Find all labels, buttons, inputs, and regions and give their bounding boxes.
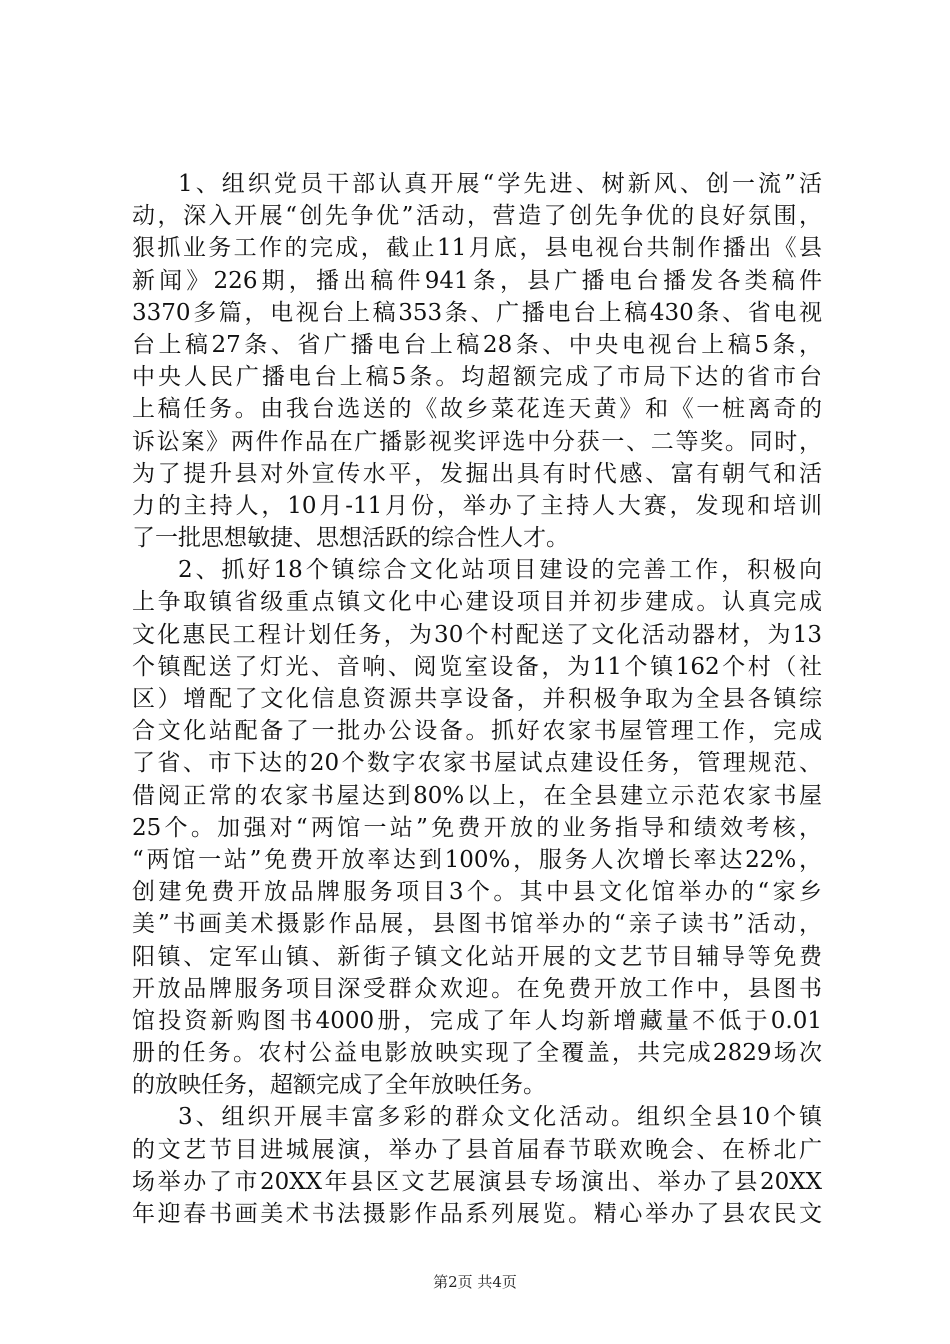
text-line: 了一批思想敏捷、思想活跃的综合性人才。 bbox=[132, 525, 569, 552]
text-line: 的文艺节目进城展演，举办了县首届春节联欢晚会、在桥北广 bbox=[132, 1136, 822, 1163]
text-line: 为了提升县对外宣传水平，发掘出具有时代感、富有朝气和活 bbox=[132, 460, 822, 487]
text-line: 动，深入开展“创先争优”活动，营造了创先争优的良好氛围， bbox=[132, 203, 822, 230]
text-line: 中央人民广播电台上稿5条。均超额完成了市局下达的省市台 bbox=[132, 364, 822, 391]
text-line: 借阅正常的农家书屋达到80%以上，在全县建立示范农家书屋 bbox=[132, 782, 822, 809]
text-line: 台上稿27条、省广播电台上稿28条、中央电视台上稿5条， bbox=[132, 331, 822, 358]
text-line: 文化惠民工程计划任务，为30个村配送了文化活动器材，为13 bbox=[132, 621, 822, 648]
text-line: 新闻》226期，播出稿件941条，县广播电台播发各类稿件 bbox=[132, 267, 822, 294]
text-line: 创建免费开放品牌服务项目3个。其中县文化馆举办的“家乡 bbox=[132, 879, 822, 906]
text-line: 美”书画美术摄影作品展，县图书馆举办的“亲子读书”活动， bbox=[132, 911, 822, 938]
text-line: 狠抓业务工作的完成，截止11月底，县电视台共制作播出《县 bbox=[132, 235, 822, 262]
text-line: 上争取镇省级重点镇文化中心建设项目并初步建成。认真完成 bbox=[132, 589, 822, 616]
text-line: 了省、市下达的20个数字农家书屋试点建设任务，管理规范、 bbox=[132, 750, 822, 777]
text-line: 力的主持人，10月-11月份，举办了主持人大赛，发现和培训 bbox=[132, 492, 822, 519]
text-line: 合文化站配备了一批办公设备。抓好农家书屋管理工作，完成 bbox=[132, 718, 822, 745]
text-line: 的放映任务，超额完成了全年放映任务。 bbox=[132, 1072, 546, 1099]
text-line: 册的任务。农村公益电影放映实现了全覆盖，共完成2829场次 bbox=[132, 1040, 822, 1067]
text-line: 3、组织开展丰富多彩的群众文化活动。组织全县10个镇 bbox=[178, 1104, 822, 1131]
text-line: 场举办了市20XX年县区文艺展演县专场演出、举办了县20XX bbox=[132, 1168, 822, 1195]
page-footer: 第2页 共4页 bbox=[433, 1273, 517, 1291]
text-line: 25个。加强对“两馆一站”免费开放的业务指导和绩效考核， bbox=[132, 814, 822, 841]
text-line: 诉讼案》两件作品在广播影视奖评选中分获一、二等奖。同时， bbox=[132, 428, 822, 455]
document-body bbox=[132, 168, 822, 1230]
text-line: 阳镇、定军山镇、新街子镇文化站开展的文艺节目辅导等免费 bbox=[132, 943, 822, 970]
text-line: 开放品牌服务项目深受群众欢迎。在免费开放工作中，县图书 bbox=[132, 975, 822, 1002]
paragraph-3 bbox=[132, 1101, 822, 1230]
paragraph-1 bbox=[132, 168, 822, 554]
paragraph-2 bbox=[132, 554, 822, 1101]
text-line: 3370多篇，电视台上稿353条、广播电台上稿430条、省电视 bbox=[132, 299, 822, 326]
text-line: 2、抓好18个镇综合文化站项目建设的完善工作，积极向 bbox=[178, 557, 822, 584]
text-line: 区）增配了文化信息资源共享设备，并积极争取为全县各镇综 bbox=[132, 686, 822, 712]
text-line: “两馆一站”免费开放率达到100%，服务人次增长率达22%， bbox=[132, 846, 822, 873]
text-line: 个镇配送了灯光、音响、阅览室设备，为11个镇162个村（社 bbox=[132, 653, 822, 680]
text-line: 馆投资新购图书4000册，完成了年人均新增藏量不低于0.01 bbox=[132, 1007, 822, 1034]
text-line: 上稿任务。由我台选送的《故乡菜花连天黄》和《一桩离奇的 bbox=[132, 396, 822, 423]
text-line: 年迎春书画美术书法摄影作品系列展览。精心举办了县农民文 bbox=[132, 1201, 822, 1227]
text-line: 1、组织党员干部认真开展“学先进、树新风、创一流”活 bbox=[178, 171, 822, 197]
